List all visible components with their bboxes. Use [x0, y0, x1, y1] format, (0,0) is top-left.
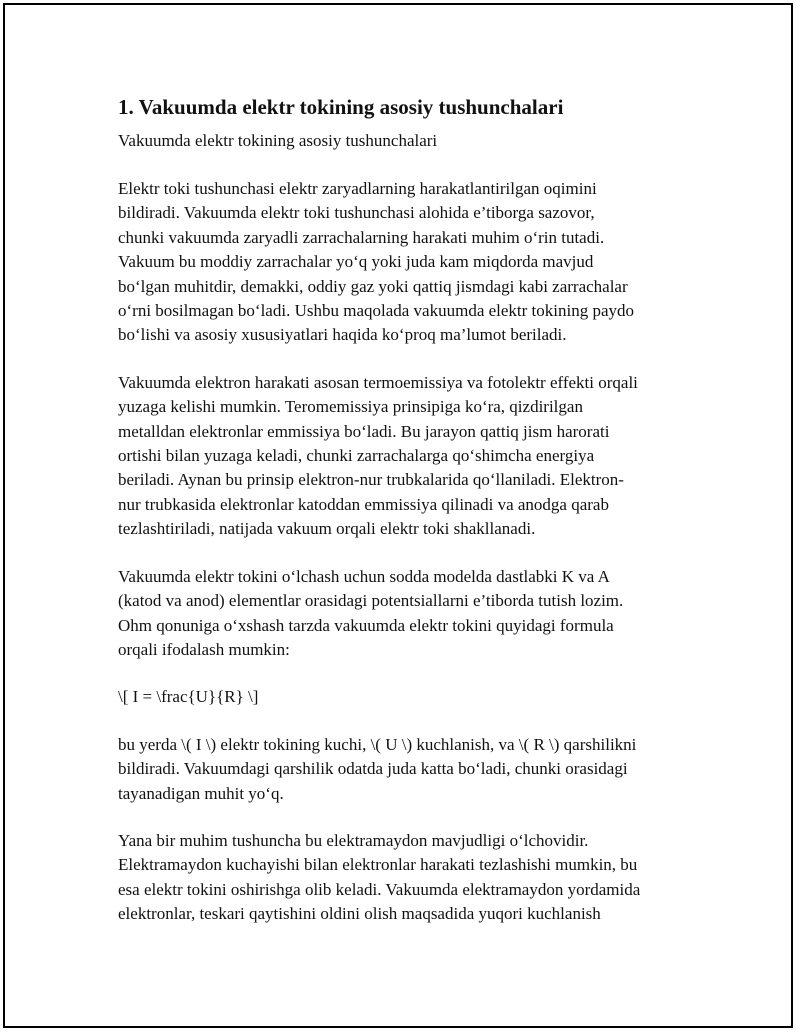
text-line: Elektr toki tushunchasi elektr zaryadlarning harakatlantirilgan oqimini: [118, 179, 597, 198]
document-body: [118, 93, 708, 950]
text-line: bu yerda \( I \) elektr tokining kuchi, \( U \) kuchlanish, va \( R \) qarshilikni: [118, 734, 637, 754]
paragraph-electric-current: [118, 177, 708, 348]
text-line: tayanadigan muhit yo‘q.: [118, 783, 284, 803]
text-line: bildiradi. Vakuumda elektr toki tushunchasi alohida e’tiborga sazovor,: [118, 203, 595, 223]
text-line: nur trubkasida elektronlar katoddan emmissiya qilinadi va anodga qarab: [118, 494, 609, 514]
text-line: o‘rni bosilmagan bo‘ladi. Ushbu maqolada vakuumda elektr tokining paydo: [118, 301, 635, 321]
text-line: Vakuum bu moddiy zarrachalar yo‘q yoki juda kam miqdorda mavjud: [118, 252, 594, 272]
paragraph-formula-explanation: [118, 733, 708, 806]
text-line: metalldan elektronlar emmissiya bo‘ladi. Bu jarayon qattiq jism harorati: [118, 421, 610, 441]
text-line: esa elektr tokini oshirishga olib keladi. Vakuumda elektramaydon yordamida: [118, 879, 641, 899]
text-line: Elektramaydon kuchayishi bilan elektronlar harakati tezlashishi mumkin, bu: [118, 855, 638, 875]
text-line: (katod va anod) elementlar orasidagi potentsiallarni e’tiborda tutish lozim.: [118, 591, 624, 611]
text-line: yuzaga kelishi mumkin. Teromemissiya prinsipiga ko‘ra, qizdirilgan: [118, 397, 583, 417]
section-subtitle: Vakuumda elektr tokining asosiy tushunchalari: [118, 131, 438, 150]
text-line: orqali ifodalash mumkin:: [118, 639, 290, 659]
text-line: Vakuumda elektron harakati asosan termoemissiya va fotolektr effekti orqali: [118, 372, 638, 392]
text-line: bo‘lgan muhitdir, demakki, oddiy gaz yoki qattiq jismdagi kabi zarrachalar: [118, 276, 628, 296]
formula: [118, 685, 708, 709]
text-line: beriladi. Aynan bu prinsip elektron-nur trubkalarida qo‘llaniladi. Elektron-: [118, 470, 624, 490]
paragraph-electric-field: [118, 829, 708, 927]
text-line: bo‘lishi va asosiy xususiyatlari haqida ko‘proq ma’lumot beriladi.: [118, 325, 567, 345]
text-line: chunki vakuumda zaryadli zarrachalarning harakati muhim o‘rin tutadi.: [118, 227, 605, 247]
text-line: Ohm qonuniga o‘xshash tarzda vakuumda elektr tokini quyidagi formula: [118, 615, 614, 635]
text-line: elektronlar, teskari qaytishini oldini olish maqsadida yuqori kuchlanish: [118, 904, 601, 924]
text-line: bildiradi. Vakuumdagi qarshilik odatda juda katta bo‘ladi, chunki orasidagi: [118, 759, 628, 779]
formula-text: \[ I = \frac{U}{R} \]: [118, 687, 259, 707]
text-line: ortishi bilan yuzaga keladi, chunki zarrachalarga qo‘shimcha energiya: [118, 446, 595, 466]
paragraph-thermoemission: [118, 371, 708, 542]
text-line: Vakuumda elektr tokini o‘lchash uchun sodda modelda dastlabki K va A: [118, 566, 610, 586]
text-line: Yana bir muhim tushuncha bu elektramaydon mavjudligi o‘lchovidir.: [118, 830, 589, 850]
paragraph-measurement: [118, 565, 708, 663]
section-heading: 1. Vakuumda elektr tokining asosiy tushunchalari: [118, 95, 564, 119]
text-line: tezlashtiriladi, natijada vakuum orqali elektr toki shakllanadi.: [118, 519, 536, 539]
